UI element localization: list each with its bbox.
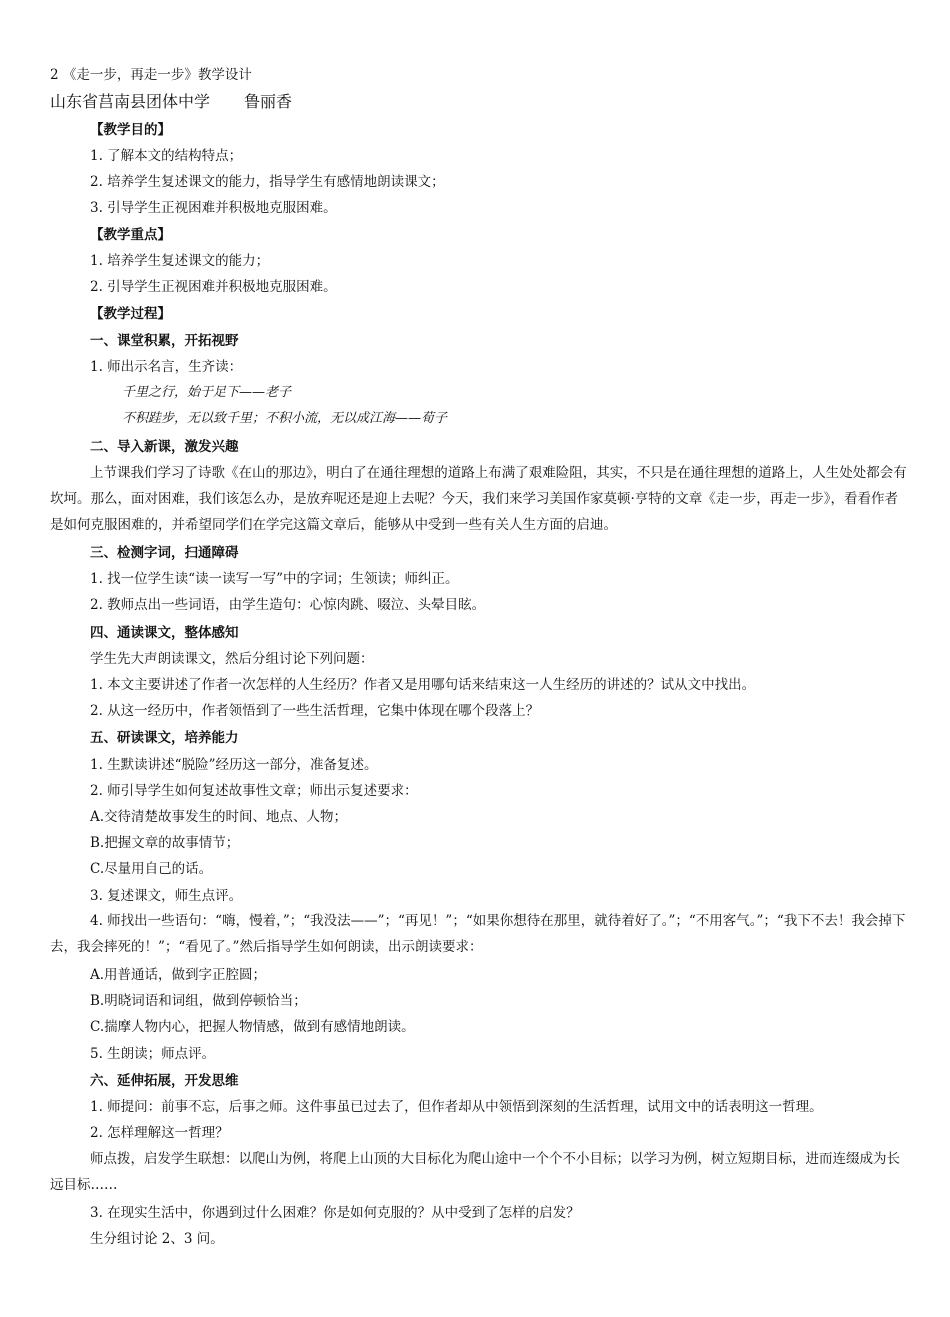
list-item: 1. 师提问：前事不忘，后事之师。这件事虽已过去了，但作者却从中领悟到深刻的生活哲理，试用文中的话表明这一哲理。	[90, 1099, 823, 1115]
school-name: 山东省莒南县团体中学	[50, 92, 211, 111]
list-item: 1. 师出示名言，生齐读：	[90, 359, 243, 375]
doc-title: 2 《走一步，再走一步》教学设计	[50, 67, 252, 83]
list-item: 2. 怎样理解这一哲理？	[90, 1125, 229, 1141]
list-item: 1. 生默读讲述“脱险”经历这一部分，准备复述。	[90, 757, 378, 773]
requirement-item: C.尽量用自己的话。	[90, 861, 213, 877]
process-heading: 【教学过程】	[90, 306, 171, 322]
goal-item: 2. 培养学生复述课文的能力，指导学生有感情地朗读课文；	[90, 174, 445, 190]
paragraph: 生分组讨论 2、3 问。	[90, 1231, 224, 1247]
section-heading: 四、通读课文，整体感知	[90, 625, 239, 641]
list-item: 2. 教师点出一些词语，由学生造句：心惊肉跳、啜泣、头晕目眩。	[90, 597, 486, 613]
goals-heading: 【教学目的】	[90, 122, 171, 138]
requirement-item: A.交待清楚故事发生的时间、地点、人物；	[90, 809, 348, 825]
quote: 不积跬步，无以致千里；不积小流，无以成江海——荀子	[122, 411, 448, 426]
paragraph: 师点拨，启发学生联想：以爬山为例，将爬上山顶的大目标化为爬山途中一个个不小目标；以学习为例，树立短期目标，进而连缀成为长远目标……	[50, 1151, 900, 1193]
quote: 千里之行，始于足下——老子	[122, 385, 292, 400]
section-heading: 六、延伸拓展，开发思维	[90, 1073, 239, 1089]
list-item: 3. 复述课文，师生点评。	[90, 888, 243, 904]
focus-item: 2. 引导学生正视困难并积极地克服困难。	[90, 279, 337, 295]
list-item: 2. 从这一经历中，作者领悟到了一些生活哲理，它集中体现在哪个段落上？	[90, 703, 540, 719]
list-item: 5. 生朗读；师点评。	[90, 1046, 216, 1062]
list-item: 3. 在现实生活中，你遇到过什么困难？你是如何克服的？从中受到了怎样的启发？	[90, 1205, 580, 1221]
goal-item: 1. 了解本文的结构特点；	[90, 148, 243, 164]
paragraph: 学生先大声朗读课文，然后分组讨论下列问题：	[90, 651, 374, 667]
section-heading: 一、课堂积累，开拓视野	[90, 333, 239, 349]
section-heading: 三、检测字词，扫通障碍	[90, 545, 239, 561]
list-item: 1. 本文主要讲述了作者一次怎样的人生经历？作者又是用哪句话来结束这一人生经历的讲述的？试从文中找出。	[90, 677, 756, 693]
goal-item: 3. 引导学生正视困难并积极地克服困难。	[90, 200, 337, 216]
requirement-item: B.明晓词语和词组，做到停顿恰当；	[90, 993, 307, 1009]
requirement-item: C.揣摩人物内心，把握人物情感，做到有感情地朗读。	[90, 1019, 415, 1035]
requirement-item: B.把握文章的故事情节；	[90, 835, 240, 851]
list-item: 4. 师找出一些语句：“嗨，慢着，”；“我没法——”；“再见！”；“如果你想待在那里，就待着好了。”；“不用客气。”；“我下不去！我会掉下去，我会摔死的！”；“看见了。”然后指导学生如何朗读，出示朗读要求：	[50, 913, 906, 955]
section-heading: 二、导入新课，激发兴趣	[90, 439, 239, 455]
requirement-item: A.用普通话，做到字正腔圆；	[90, 967, 267, 983]
list-item: 1. 找一位学生读“读一读写一写”中的字词；生领读；师纠正。	[90, 571, 459, 587]
author-name: 鲁丽香	[244, 92, 293, 111]
focus-heading: 【教学重点】	[90, 227, 171, 243]
section-heading: 五、研读课文，培养能力	[90, 730, 239, 746]
doc-byline	[50, 92, 292, 112]
list-item: 2. 师引导学生如何复述故事性文章；师出示复述要求：	[90, 783, 418, 799]
focus-item: 1. 培养学生复述课文的能力；	[90, 253, 270, 269]
paragraph: 上节课我们学习了诗歌《在山的那边》，明白了在通往理想的道路上布满了艰难险阻，其实，不只是在通往理想的道路上，人生处处都会有坎坷。那么，面对困难，我们该怎么办，是放弃呢还是迎上去呢？今天，我们来学习美国作家莫顿·亨特的文章《走一步，再走一步》，看看作者是如何克服困难的，并希望同学们在学完这篇文章后，能够从中受到一些有关人生方面的启迪。	[50, 465, 907, 533]
